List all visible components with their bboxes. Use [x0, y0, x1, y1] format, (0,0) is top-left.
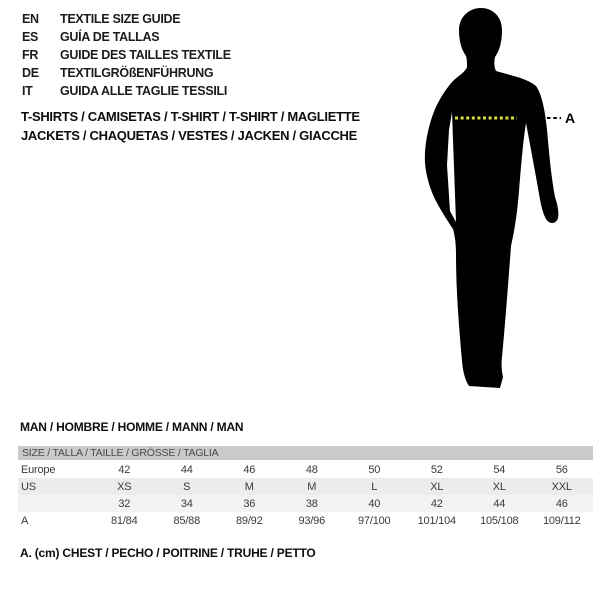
- size-cell: S: [183, 480, 191, 493]
- garment-type-list: [21, 107, 360, 145]
- size-cell: 44: [493, 497, 506, 510]
- size-cell: 42: [118, 463, 131, 476]
- language-code: EN: [22, 12, 39, 26]
- language-list: [22, 10, 231, 100]
- language-code: FR: [22, 48, 39, 62]
- language-label: GUIDA ALLE TAGLIE TESSILI: [60, 84, 228, 98]
- language-code: IT: [22, 84, 33, 98]
- size-table-header: SIZE / TALLA / TAILLE / GRÖSSE / TAGLIA: [18, 446, 593, 461]
- measurement-footnote: A. (cm) CHEST / PECHO / POITRINE / TRUHE / PETTO: [20, 546, 316, 560]
- table-row-us: [18, 478, 593, 495]
- size-cell: 52: [430, 463, 443, 476]
- row-label: A: [21, 514, 29, 527]
- size-cell: 50: [368, 463, 381, 476]
- language-row: [22, 64, 231, 82]
- size-cell: 89/92: [235, 514, 263, 527]
- size-cell: 40: [368, 497, 381, 510]
- language-label: TEXTILGRÖßENFÜHRUNG: [60, 66, 214, 80]
- size-cell: 56: [555, 463, 568, 476]
- row-label: Europe: [21, 463, 56, 476]
- size-cell: 97/100: [358, 514, 391, 527]
- size-cell: 101/104: [417, 514, 456, 527]
- table-row-europe: [18, 461, 593, 479]
- garment-line-jackets: JACKETS / CHAQUETAS / VESTES / JACKEN / GIACCHE: [21, 128, 357, 143]
- size-cell: 54: [493, 463, 506, 476]
- language-row: [22, 10, 231, 28]
- size-cell: XXL: [551, 480, 572, 493]
- man-silhouette-svg: [405, 0, 600, 400]
- size-cell: 44: [180, 463, 193, 476]
- language-label: GUÍA DE TALLAS: [60, 30, 160, 44]
- man-silhouette-figure: [405, 0, 600, 400]
- size-cell: XL: [430, 480, 444, 493]
- size-cell: XS: [117, 480, 132, 493]
- size-cell: 109/112: [542, 514, 581, 527]
- size-cell: M: [307, 480, 317, 493]
- section-title-man: MAN / HOMBRE / HOMME / MANN / MAN: [20, 420, 244, 434]
- language-label: GUIDE DES TAILLES TEXTILE: [60, 48, 231, 62]
- size-cell: 46: [555, 497, 568, 510]
- size-cell: 46: [243, 463, 256, 476]
- size-cell: XL: [492, 480, 506, 493]
- measure-label-a: A: [565, 110, 576, 126]
- row-label: [18, 495, 93, 512]
- size-cell: 42: [430, 497, 443, 510]
- garment-line-tshirts: T-SHIRTS / CAMISETAS / T-SHIRT / T-SHIRT / MAGLIETTE: [21, 109, 360, 124]
- table-row-chest-a: [18, 512, 593, 529]
- size-cell: 34: [180, 497, 193, 510]
- language-code: ES: [22, 30, 39, 44]
- size-cell: 36: [243, 497, 256, 510]
- size-cell: 85/88: [173, 514, 201, 527]
- size-cell: 48: [305, 463, 318, 476]
- language-label: TEXTILE SIZE GUIDE: [60, 12, 181, 26]
- man-silhouette: [425, 8, 559, 388]
- size-cell: 81/84: [110, 514, 138, 527]
- size-cell: 105/108: [480, 514, 519, 527]
- language-code: DE: [22, 66, 39, 80]
- row-label: US: [21, 480, 36, 493]
- size-cell: 93/96: [298, 514, 326, 527]
- size-cell: L: [371, 480, 378, 493]
- language-row: [22, 28, 231, 46]
- size-cell: 32: [118, 497, 131, 510]
- table-row-unnamed: [18, 495, 593, 512]
- size-cell: 38: [305, 497, 318, 510]
- language-row: [22, 82, 231, 100]
- size-cell: M: [244, 480, 254, 493]
- language-row: [22, 46, 231, 64]
- size-table-header-row: [18, 446, 593, 461]
- size-table: [18, 446, 593, 529]
